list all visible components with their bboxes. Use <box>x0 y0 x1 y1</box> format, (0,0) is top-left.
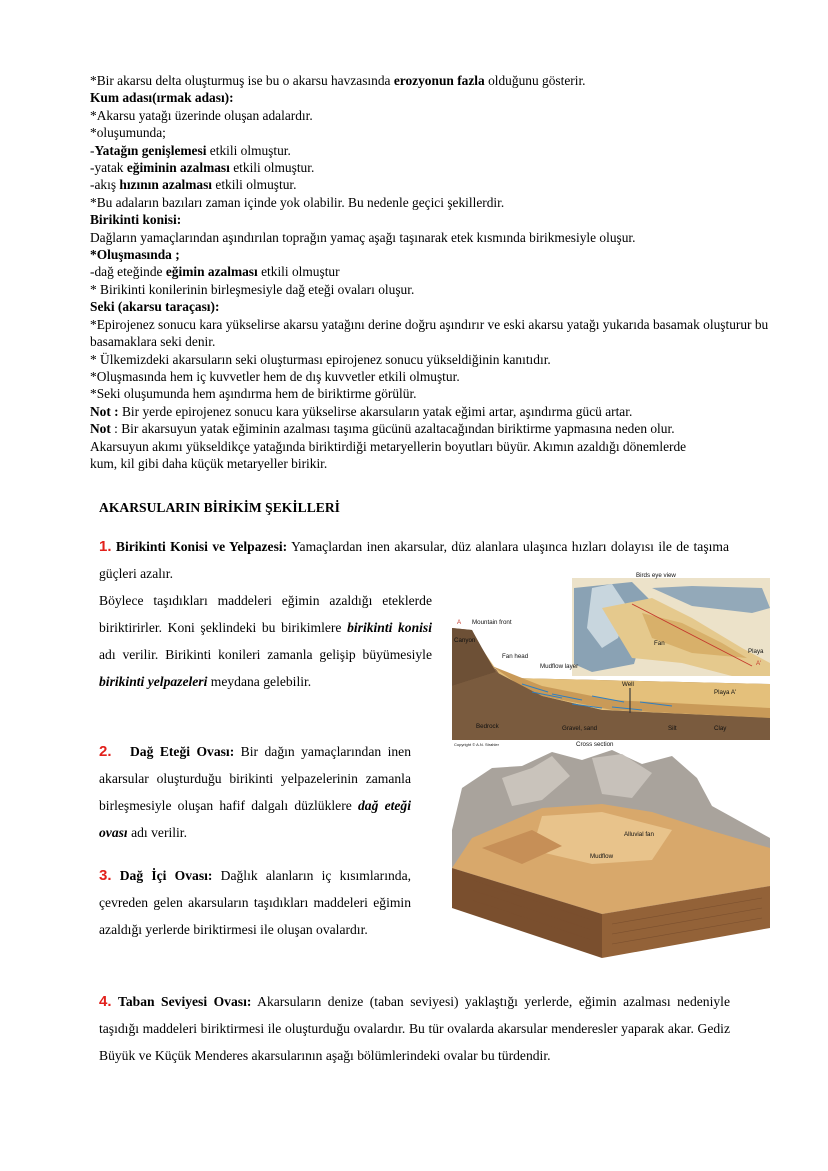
silt-label: Silt <box>668 725 677 732</box>
canyon-label: Canyon <box>454 637 476 644</box>
text-line: *Bu adaların bazıları zaman içinde yok olabilir. Bu nedenle geçici şekillerdir. <box>90 194 505 210</box>
marker-a: A <box>457 619 462 626</box>
mudflow-label: Mudflow <box>590 853 614 860</box>
text-line: -yatak eğiminin azalması etkili olmuştur. <box>90 160 315 176</box>
delta-note: *Bir akarsu delta oluşturmuş ise bu o akarsu havzasında erozyonun fazla olduğunu gösterir. <box>90 73 586 88</box>
text-line: *oluşumunda; <box>90 125 166 141</box>
text-line: -Yatağın genişlemesi etkili olmuştur. <box>90 142 291 158</box>
alluvial-fan-label: Alluvial fan <box>624 831 654 838</box>
section-1-body: Böylece taşıdıkları maddeleri eğimin azaldığı eteklerde biriktirirler. Koni şeklindeki bu birikimlere birikinti konisi adı verilir. Birikinti konileri zamanla gelişip büyümesiyle birikinti yelpazeleri meydana gelebilir. <box>99 593 432 689</box>
fan-head-label: Fan head <box>502 653 529 660</box>
text-line: *Epirojenez sonucu kara yükselirse akarsu yatağını derine doğru aşındırır ve eski akarsu yatağı yukarıda basamak oluşturur bu basamaklara seki denir. <box>90 316 769 350</box>
kum-adasi-heading: Kum adası(ırmak adası): <box>90 90 234 106</box>
text-line: Akarsuyun akımı yükseldikçe yatağında biriktirdiği metaryellerin boyutları büyür. Akımın azaldığı dönemlerde <box>90 438 687 454</box>
clay-label: Clay <box>714 725 727 732</box>
bedrock-label: Bedrock <box>476 723 499 730</box>
section-number: 1. <box>99 538 112 555</box>
text-line: * Ülkemizdeki akarsuların seki oluşturması epirojenez sonucu yükseldiğinin kanıtıdır. <box>90 351 551 367</box>
cross-section-label: Cross section <box>576 741 614 748</box>
seki-heading: Seki (akarsu taraçası): <box>90 299 220 315</box>
block-diagram <box>452 750 770 958</box>
section-3: 3. Dağ İçi Ovası: Dağlık alanların iç kısımlarında, çevreden gelen akarsuların taşıdıkları maddeleri eğimin azaldığı yerlerde biriktirmesi ile oluşan ovalardır. <box>99 867 411 937</box>
playa-a-prime-label: Playa A' <box>714 689 737 696</box>
gravel-sand-label: Gravel, sand <box>562 725 598 732</box>
note-line: Not : Bir yerde epirojenez sonucu kara yükselirse akarsuların yatak eğimi artar, aşındırma gücü artar. <box>90 403 633 419</box>
section-title: Dağ İçi Ovası: <box>119 868 213 883</box>
text-line: kum, kil gibi daha küçük metaryeller birikir. <box>90 455 328 471</box>
fan-label: Fan <box>654 640 665 647</box>
section-number: 4. <box>99 993 112 1010</box>
birikinti-konisi-heading: Birikinti konisi: <box>90 212 182 228</box>
section-2: 2. Dağ Eteği Ovası: Bir dağın yamaçlarından inen akarsular oluşturduğu birikinti yelpazelerinin zamanla birleşmesiyle oluşan hafif dalgalı düzlüklere dağ eteği ovası adı verilir. <box>99 743 411 840</box>
mountain-front-label: Mountain front <box>472 619 512 626</box>
playa-label: Playa <box>748 648 764 655</box>
text-line: Dağların yamaçlarından aşındırılan toprağın yamaç aşağı taşınarak etek kısmında birikmesiyle oluşur. <box>90 229 636 245</box>
text-line: * Birikinti konilerinin birleşmesiyle dağ eteği ovaları oluşur. <box>90 281 415 297</box>
text-line: *Seki oluşumunda hem aşındırma hem de biriktirme görülür. <box>90 386 417 402</box>
birds-eye-label: Birds eye view <box>636 572 676 579</box>
text-line: -dağ eteğinde eğimin azalması etkili olmuştur <box>90 264 340 280</box>
olusmasinda-heading: *Oluşmasında ; <box>90 247 180 263</box>
section-number: 2. <box>99 743 112 760</box>
text-line: -akış hızının azalması etkili olmuştur. <box>90 177 297 193</box>
section-title: Taban Seviyesi Ovası: <box>118 994 252 1009</box>
section-1-intro: 1. Birikinti Konisi ve Yelpazesi: Yamaçlardan inen akarsular, düz alanlara ulaşınca hızları dolayısı ile de taşıma güçleri azalır. <box>99 538 730 581</box>
well-label: Well <box>622 681 634 688</box>
note-line: Not : Bir akarsuyun yatak eğiminin azalması taşıma gücünü azaltacağından biriktirme yapmasına neden olur. <box>90 421 675 437</box>
section-4: 4. Taban Seviyesi Ovası: Akarsuların denize (taban seviyesi) yaklaştığı yerlerde, eğimin azalması nedeniyle taşıdığı maddeleri biriktirmesi ile oluşturduğu ovalardır. Bu tür ovalarda akarsular menderesler yaparak akar. Gediz Büyük ve Küçük Menderes akarsularının aşağı bölümlerindeki ovalar bu türdendir. <box>99 993 730 1063</box>
text-line: *Akarsu yatağı üzerinde oluşan adalardır. <box>90 107 313 123</box>
mudflow-layer-label: Mudflow layer <box>540 663 579 670</box>
section-number: 3. <box>99 867 112 884</box>
section-title: Birikinti Konisi ve Yelpazesi: <box>115 539 288 554</box>
section-heading: AKARSULARIN BİRİKİM ŞEKİLLERİ <box>99 500 340 515</box>
text-line: *Oluşmasında hem iç kuvvetler hem de dış kuvvetler etkili olmuştur. <box>90 368 460 384</box>
copyright-label: Copyright © A.N. Strahler <box>454 742 499 747</box>
marker-a-prime-inset: A' <box>756 660 762 667</box>
intro-text-block <box>90 72 780 472</box>
section-title: Dağ Eteği Ovası: <box>129 744 235 759</box>
birds-eye-view-inset <box>572 572 770 676</box>
alluvial-fan-figure <box>452 568 770 958</box>
